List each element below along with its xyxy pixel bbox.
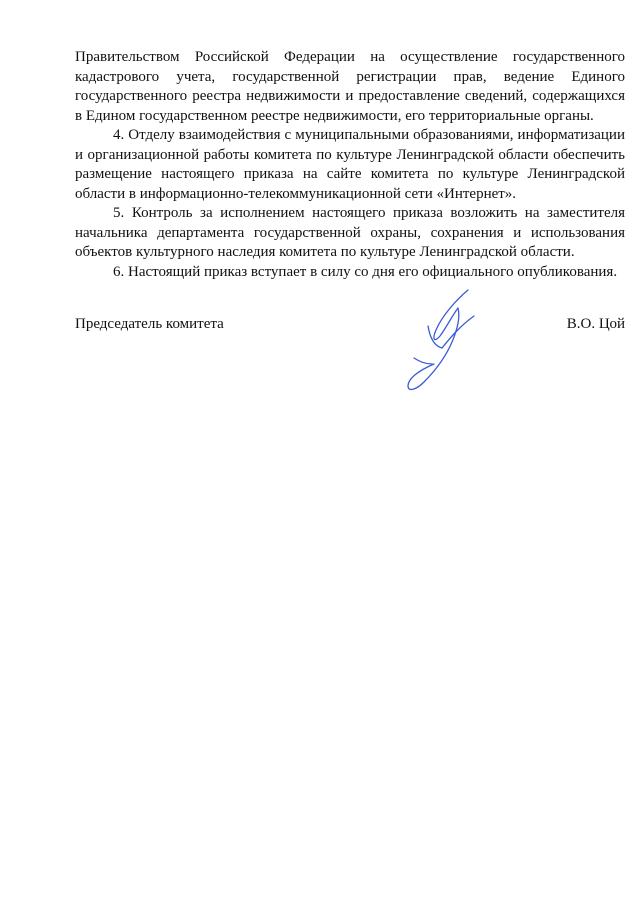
paragraph-5: 5. Контроль за исполнением настоящего приказа возложить на заместителя начальника департамента государственной охраны, сохранения и использования объектов культурного наследия комитета по культуре Ленинградской области. bbox=[75, 205, 625, 260]
paragraph-4: 4. Отделу взаимодействия с муниципальными образованиями, информатизации и организационной работы комитета по культуре Ленинградской области обеспечить размещение настоящего приказа на сайте комитета по культуре Ленинградской области в информационно-телекоммуникационной сети «Интернет». bbox=[75, 127, 625, 202]
signature-block bbox=[75, 316, 625, 340]
paragraph-continuation: Правительством Российской Федерации на осуществление государственного кадастрового учета, государственной регистрации прав, ведение Единого государственного реестра недвижимости и предоставление сведений, содержащихся в Едином государственном реестре недвижимости, его территориальные органы. bbox=[75, 49, 625, 124]
signatory-name: В.О. Цой bbox=[566, 316, 625, 332]
paragraph-6: 6. Настоящий приказ вступает в силу со дня его официального опубликования. bbox=[113, 263, 618, 280]
document-body bbox=[75, 48, 625, 282]
signatory-title: Председатель комитета bbox=[75, 316, 224, 332]
handwritten-signature bbox=[398, 286, 478, 396]
